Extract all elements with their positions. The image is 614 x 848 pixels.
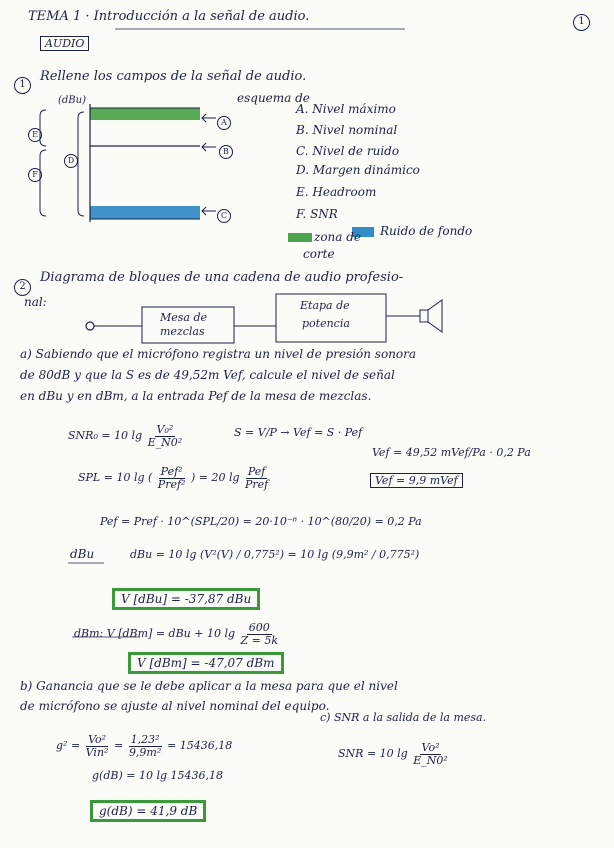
- vef-result: Vef = 9,9 mVef: [370, 473, 463, 488]
- sensitivity-equation: S = V/P → Vef = S · Pef: [234, 426, 363, 439]
- part-a-text-1: a) Sabiendo que el micrófono registra un nivel de presión sonora: [20, 347, 417, 361]
- brace-e-marker: E: [28, 124, 42, 142]
- marker-a: A: [217, 112, 231, 130]
- dynamic-range-brace: [78, 112, 84, 216]
- dbu-axis-label: (dBu): [58, 95, 86, 106]
- dbu-section-label: dBu: [70, 547, 95, 561]
- legend-green-label: zona de: [314, 230, 362, 244]
- marker-c: C: [217, 205, 231, 223]
- dbu-equation: dBu = 10 lg (V²(V) / 0,775²) = 10 lg (9,9m² / 0,775²): [130, 548, 420, 561]
- snr-equation: SNR₀ = 10 lg $\frac{\text{V₀²}}{\text{E\_N0²}}$: [68, 423, 183, 449]
- list-item-f: F. SNR: [296, 207, 338, 221]
- block-mesa-label-2: mezclas: [160, 325, 205, 338]
- vef-equation: Vef = 49,52 mVef/Pa · 0,2 Pa: [372, 446, 531, 459]
- brace-d-marker: D: [64, 150, 78, 168]
- question-2-prompt: Diagrama de bloques de una cadena de audio profesio-: [40, 270, 404, 285]
- block-mesa-label: Mesa de: [160, 311, 208, 324]
- block-etapa-label-2: potencia: [302, 317, 350, 330]
- list-item-a: A. Nivel máximo: [296, 102, 396, 116]
- question-1-number: 1: [14, 74, 31, 94]
- snr-output-equation: SNR = 10 lg $\frac{\text{Vo²}}{\text{E\_N0²}}$: [338, 741, 448, 767]
- question-2-number: 2: [14, 276, 31, 296]
- legend-green-label-2: corte: [303, 247, 335, 261]
- part-c-text: c) SNR a la salida de la mesa.: [320, 711, 487, 724]
- dbu-result: V [dBu] = -37,87 dBu: [112, 588, 260, 610]
- part-a-text-2: de 80dB y que la S es de 49,52m Vef, calcule el nivel de señal: [20, 368, 395, 382]
- page-number: 1: [573, 11, 590, 31]
- speaker-icon: [420, 300, 442, 332]
- question-1-prompt: Rellene los campos de la señal de audio.: [40, 69, 307, 84]
- gain-db-equation: g(dB) = 10 lg 15436,18: [92, 769, 223, 782]
- list-item-c: C. Nivel de ruido: [296, 144, 400, 158]
- gain-db-result: g(dB) = 41,9 dB: [90, 800, 206, 822]
- clipping-zone-hatch: [90, 108, 200, 120]
- part-b-text-2: de micrófono se ajuste al nivel nominal del equipo.: [20, 699, 330, 713]
- question-2-prompt-2: nal:: [24, 295, 47, 309]
- block-diagram: [86, 294, 442, 343]
- dbm-result: V [dBm] = -47,07 dBm: [128, 652, 284, 674]
- list-item-b: B. Nivel nominal: [296, 123, 398, 137]
- spl-equation: SPL = 10 lg ( $\frac{\text{Pef²}}{\text{Pref²}}$ ) = 20 lg $\frac{\text{Pef}}{\text{Pref}}$: [78, 465, 269, 491]
- snr-brace: [40, 150, 46, 216]
- part-a-text-3: en dBu y en dBm, a la entrada Pef de la mesa de mezclas.: [20, 389, 372, 403]
- microphone-icon: [86, 322, 94, 330]
- list-item-d: D. Margen dinámico: [296, 163, 420, 177]
- dbm-equation: dBm: V [dBm] = dBu + 10 lg $\frac{600}{Z = 5k}$: [74, 621, 279, 647]
- gain-equation: g² = $\frac{\text{Vo²}}{\text{Vin²}}$ = $\frac{\text{1,23²}}{\text{9,9m²}}$ = 15436,18: [56, 733, 233, 759]
- question-1-prompt-2: esquema de: [237, 91, 310, 105]
- marker-b: B: [219, 141, 233, 159]
- legend-green-swatch: [288, 233, 312, 242]
- subject-tag: AUDIO: [40, 36, 89, 51]
- noise-floor-hatch: [90, 206, 200, 219]
- page-title: TEMA 1 · Introducción a la señal de audio.: [28, 9, 310, 24]
- brace-f-marker: F: [28, 164, 42, 182]
- legend-blue-label: Ruido de fondo: [380, 224, 473, 238]
- part-b-text-1: b) Ganancia que se le debe aplicar a la mesa para que el nivel: [20, 679, 398, 693]
- list-item-e: E. Headroom: [296, 185, 377, 199]
- pef-equation: Pef = Pref · 10^(SPL/20) = 20·10⁻⁶ · 10^(80/20) = 0,2 Pa: [100, 515, 422, 528]
- block-etapa-label: Etapa de: [300, 299, 350, 312]
